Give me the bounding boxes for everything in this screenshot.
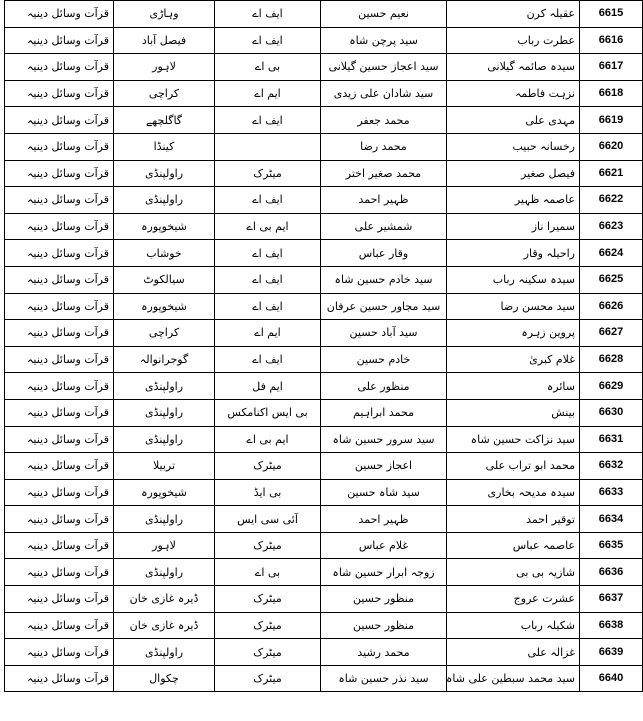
table-row — [5, 612, 643, 639]
father-name-cell: اعجاز حسین — [321, 453, 447, 480]
table-row — [5, 320, 643, 347]
serial-number-cell: 6633 — [580, 479, 643, 506]
city-cell: ڈیرہ غازی خان — [114, 612, 215, 639]
qualification-cell: آئی سی ایس — [215, 506, 321, 533]
city-cell: ڈیرہ غازی خان — [114, 586, 215, 613]
remarks-cell: قرآت وسائل دینیہ — [5, 506, 114, 533]
qualification-cell: میٹرک — [215, 612, 321, 639]
qualification-cell: بی ایڈ — [215, 479, 321, 506]
table-row — [5, 399, 643, 426]
name-cell: راحیلہ وقار — [447, 240, 580, 267]
city-cell: راولپنڈی — [114, 373, 215, 400]
father-name-cell: سید نذر حسین شاہ — [321, 665, 447, 692]
qualification-cell: ایف اے — [215, 293, 321, 320]
remarks-cell: قرآت وسائل دینیہ — [5, 399, 114, 426]
table-row — [5, 346, 643, 373]
remarks-cell: قرآت وسائل دینیہ — [5, 133, 114, 160]
name-cell: عقیلہ کرن — [447, 1, 580, 28]
remarks-cell: قرآت وسائل دینیہ — [5, 187, 114, 214]
father-name-cell: سید مجاور حسین عرفان — [321, 293, 447, 320]
name-cell: سیدہ مدیحہ بخاری — [447, 479, 580, 506]
name-cell: غزالہ علی — [447, 639, 580, 666]
serial-number-cell: 6616 — [580, 27, 643, 54]
remarks-cell: قرآت وسائل دینیہ — [5, 320, 114, 347]
qualification-cell — [215, 133, 321, 160]
table-row — [5, 240, 643, 267]
father-name-cell: محمد صغیر اختر — [321, 160, 447, 187]
city-cell: تربیلا — [114, 453, 215, 480]
table-row — [5, 639, 643, 666]
table-row — [5, 665, 643, 692]
table-row — [5, 453, 643, 480]
name-cell: سید محمد سبطین علی شاہ — [447, 665, 580, 692]
serial-number-cell: 6637 — [580, 586, 643, 613]
remarks-cell: قرآت وسائل دینیہ — [5, 160, 114, 187]
name-cell: عشرت عروج — [447, 586, 580, 613]
name-cell: سیدہ صائمہ گیلانی — [447, 54, 580, 81]
city-cell: راولپنڈی — [114, 187, 215, 214]
qualification-cell: ایف اے — [215, 1, 321, 28]
serial-number-cell: 6621 — [580, 160, 643, 187]
name-cell: عاصمہ عباس — [447, 532, 580, 559]
qualification-cell: ایم بی اے — [215, 213, 321, 240]
qualification-cell: میٹرک — [215, 160, 321, 187]
father-name-cell: نعیم حسین — [321, 1, 447, 28]
city-cell: راولپنڈی — [114, 559, 215, 586]
remarks-cell: قرآت وسائل دینیہ — [5, 665, 114, 692]
qualification-cell: ایف اے — [215, 187, 321, 214]
father-name-cell: غلام عباس — [321, 532, 447, 559]
qualification-cell: بی ایس اکنامکس — [215, 399, 321, 426]
serial-number-cell: 6624 — [580, 240, 643, 267]
father-name-cell: محمد ابراہیم — [321, 399, 447, 426]
table-row — [5, 213, 643, 240]
table-row — [5, 426, 643, 453]
serial-number-cell: 6619 — [580, 107, 643, 134]
serial-number-cell: 6627 — [580, 320, 643, 347]
name-cell: سمیرا ناز — [447, 213, 580, 240]
serial-number-cell: 6628 — [580, 346, 643, 373]
serial-number-cell: 6636 — [580, 559, 643, 586]
serial-number-cell: 6623 — [580, 213, 643, 240]
father-name-cell: ظہیر احمد — [321, 187, 447, 214]
city-cell: راولپنڈی — [114, 426, 215, 453]
father-name-cell: زوجہ ابرار حسین شاہ — [321, 559, 447, 586]
table-row — [5, 586, 643, 613]
table-row — [5, 54, 643, 81]
name-cell: نزہت فاطمہ — [447, 80, 580, 107]
qualification-cell: بی اے — [215, 54, 321, 81]
table-row — [5, 266, 643, 293]
name-cell: توقیر احمد — [447, 506, 580, 533]
father-name-cell: محمد رشید — [321, 639, 447, 666]
serial-number-cell: 6617 — [580, 54, 643, 81]
table-row — [5, 559, 643, 586]
name-cell: فیصل صغیر — [447, 160, 580, 187]
table-row — [5, 80, 643, 107]
serial-number-cell: 6620 — [580, 133, 643, 160]
city-cell: راولپنڈی — [114, 639, 215, 666]
name-cell: بینش — [447, 399, 580, 426]
table-row — [5, 27, 643, 54]
table-row — [5, 532, 643, 559]
remarks-cell: قرآت وسائل دینیہ — [5, 346, 114, 373]
serial-number-cell: 6618 — [580, 80, 643, 107]
table-row — [5, 373, 643, 400]
name-cell: شازیہ بی بی — [447, 559, 580, 586]
serial-number-cell: 6625 — [580, 266, 643, 293]
city-cell: شیخوپورہ — [114, 293, 215, 320]
city-cell: کینڈا — [114, 133, 215, 160]
city-cell: کراچی — [114, 80, 215, 107]
name-cell: سید نزاکت حسین شاہ — [447, 426, 580, 453]
qualification-cell: میٹرک — [215, 453, 321, 480]
father-name-cell: منظور حسین — [321, 612, 447, 639]
father-name-cell: محمد رضا — [321, 133, 447, 160]
serial-number-cell: 6615 — [580, 1, 643, 28]
city-cell: راولپنڈی — [114, 506, 215, 533]
name-cell: مہدی علی — [447, 107, 580, 134]
city-cell: فیصل آباد — [114, 27, 215, 54]
city-cell: شیخوپورہ — [114, 479, 215, 506]
qualification-cell: میٹرک — [215, 586, 321, 613]
table-row — [5, 1, 643, 28]
qualification-cell: ایف اے — [215, 27, 321, 54]
name-cell: عطرت رباب — [447, 27, 580, 54]
remarks-cell: قرآت وسائل دینیہ — [5, 54, 114, 81]
remarks-cell: قرآت وسائل دینیہ — [5, 479, 114, 506]
father-name-cell: سید آباد حسین — [321, 320, 447, 347]
name-cell: محمد ابو تراب علی — [447, 453, 580, 480]
qualification-cell: ایف اے — [215, 266, 321, 293]
city-cell: کراچی — [114, 320, 215, 347]
city-cell: لاہور — [114, 54, 215, 81]
father-name-cell: منظور علی — [321, 373, 447, 400]
remarks-cell: قرآت وسائل دینیہ — [5, 612, 114, 639]
table-row — [5, 293, 643, 320]
name-cell: عاصمہ ظہیر — [447, 187, 580, 214]
table-row — [5, 187, 643, 214]
remarks-cell: قرآت وسائل دینیہ — [5, 1, 114, 28]
table-row — [5, 133, 643, 160]
father-name-cell: سید اعجاز حسین گیلانی — [321, 54, 447, 81]
remarks-cell: قرآت وسائل دینیہ — [5, 373, 114, 400]
table-row — [5, 160, 643, 187]
table-row — [5, 506, 643, 533]
city-cell: چکوال — [114, 665, 215, 692]
father-name-cell: منظور حسین — [321, 586, 447, 613]
table-row — [5, 479, 643, 506]
father-name-cell: سید خادم حسین شاہ — [321, 266, 447, 293]
qualification-cell: ایف اے — [215, 240, 321, 267]
serial-number-cell: 6634 — [580, 506, 643, 533]
city-cell: گوجرانوالہ — [114, 346, 215, 373]
name-cell: سید محسن رضا — [447, 293, 580, 320]
table-row — [5, 107, 643, 134]
qualification-cell: میٹرک — [215, 639, 321, 666]
remarks-cell: قرآت وسائل دینیہ — [5, 266, 114, 293]
father-name-cell: خادم حسین — [321, 346, 447, 373]
serial-number-cell: 6626 — [580, 293, 643, 320]
city-cell: گاگلچھے — [114, 107, 215, 134]
serial-number-cell: 6639 — [580, 639, 643, 666]
remarks-cell: قرآت وسائل دینیہ — [5, 586, 114, 613]
qualification-cell: ایم فل — [215, 373, 321, 400]
father-name-cell: سید شادان علی زیدی — [321, 80, 447, 107]
father-name-cell: محمد جعفر — [321, 107, 447, 134]
qualification-cell: ایم بی اے — [215, 426, 321, 453]
city-cell: وہاڑی — [114, 1, 215, 28]
serial-number-cell: 6635 — [580, 532, 643, 559]
remarks-cell: قرآت وسائل دینیہ — [5, 426, 114, 453]
city-cell: سیالکوٹ — [114, 266, 215, 293]
city-cell: لاہور — [114, 532, 215, 559]
serial-number-cell: 6630 — [580, 399, 643, 426]
city-cell: خوشاب — [114, 240, 215, 267]
qualification-cell: ایم اے — [215, 320, 321, 347]
name-cell: غلام کبریٰ — [447, 346, 580, 373]
city-cell: راولپنڈی — [114, 160, 215, 187]
city-cell: راولپنڈی — [114, 399, 215, 426]
qualification-cell: میٹرک — [215, 532, 321, 559]
father-name-cell: وقار عباس — [321, 240, 447, 267]
remarks-cell: قرآت وسائل دینیہ — [5, 293, 114, 320]
city-cell: شیخوپورہ — [114, 213, 215, 240]
serial-number-cell: 6638 — [580, 612, 643, 639]
name-cell: سیدہ سکینہ رباب — [447, 266, 580, 293]
father-name-cell: سید شاہ حسین — [321, 479, 447, 506]
qualification-cell: ایم اے — [215, 80, 321, 107]
remarks-cell: قرآت وسائل دینیہ — [5, 453, 114, 480]
serial-number-cell: 6640 — [580, 665, 643, 692]
name-cell: پروین زہرہ — [447, 320, 580, 347]
father-name-cell: سید پرچن شاہ — [321, 27, 447, 54]
name-cell: سائرہ — [447, 373, 580, 400]
name-cell: شکیلہ رباب — [447, 612, 580, 639]
father-name-cell: شمشیر علی — [321, 213, 447, 240]
father-name-cell: ظہیر احمد — [321, 506, 447, 533]
table-body — [5, 1, 643, 692]
remarks-cell: قرآت وسائل دینیہ — [5, 107, 114, 134]
registration-table — [4, 0, 643, 692]
serial-number-cell: 6632 — [580, 453, 643, 480]
serial-number-cell: 6631 — [580, 426, 643, 453]
father-name-cell: سید سرور حسین شاہ — [321, 426, 447, 453]
qualification-cell: ایف اے — [215, 346, 321, 373]
remarks-cell: قرآت وسائل دینیہ — [5, 559, 114, 586]
remarks-cell: قرآت وسائل دینیہ — [5, 27, 114, 54]
serial-number-cell: 6622 — [580, 187, 643, 214]
qualification-cell: بی اے — [215, 559, 321, 586]
remarks-cell: قرآت وسائل دینیہ — [5, 532, 114, 559]
remarks-cell: قرآت وسائل دینیہ — [5, 213, 114, 240]
remarks-cell: قرآت وسائل دینیہ — [5, 240, 114, 267]
remarks-cell: قرآت وسائل دینیہ — [5, 639, 114, 666]
qualification-cell: میٹرک — [215, 665, 321, 692]
remarks-cell: قرآت وسائل دینیہ — [5, 80, 114, 107]
name-cell: رخسانہ حبیب — [447, 133, 580, 160]
qualification-cell: ایف اے — [215, 107, 321, 134]
serial-number-cell: 6629 — [580, 373, 643, 400]
